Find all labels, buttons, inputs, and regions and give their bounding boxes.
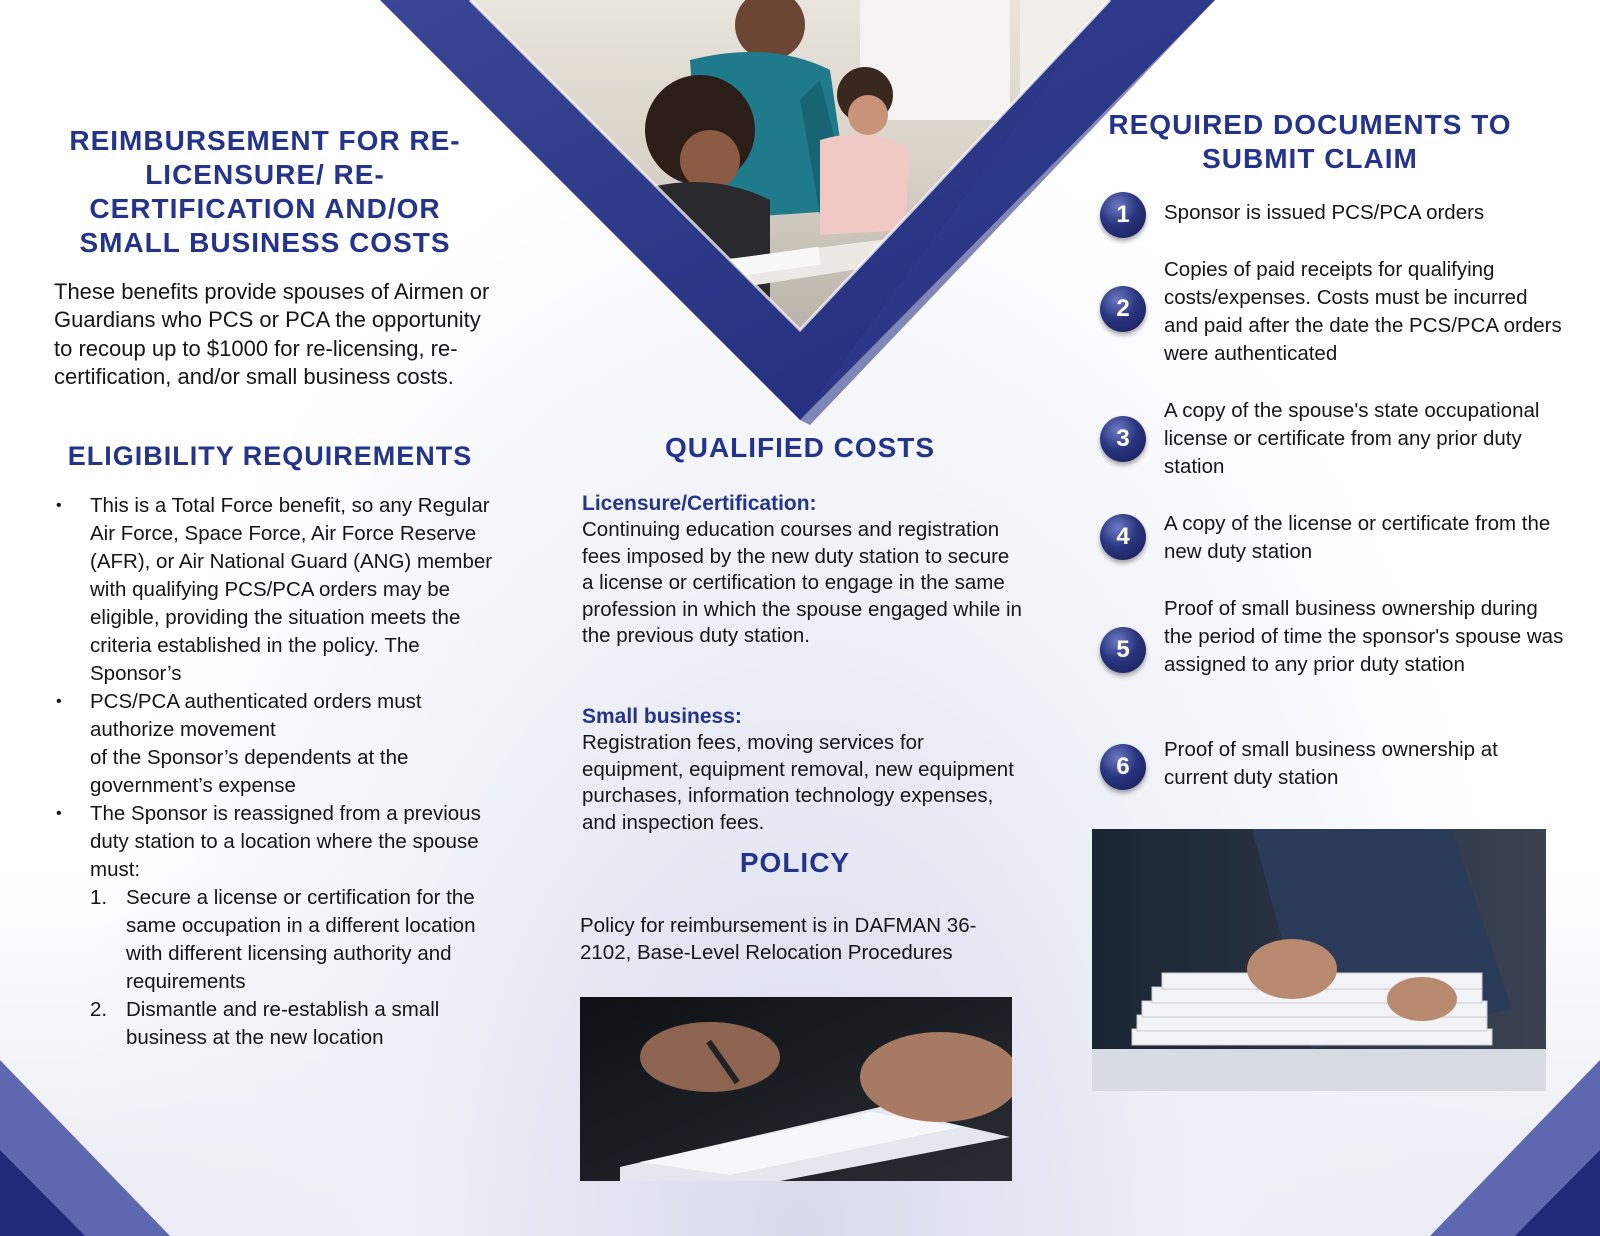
paper-stack-photo bbox=[1092, 829, 1546, 1091]
subitem-number: 2. bbox=[90, 998, 108, 1021]
number-badge: 2 bbox=[1100, 286, 1146, 332]
bottom-left-corner bbox=[0, 1060, 170, 1236]
eligibility-item bbox=[56, 688, 496, 800]
document-item-3 bbox=[1100, 397, 1560, 487]
number-badge: 5 bbox=[1100, 627, 1146, 673]
eligibility-item bbox=[56, 800, 496, 1052]
document-text: Sponsor is issued PCS/PCA orders bbox=[1164, 201, 1485, 224]
eligibility-item-text: of the Sponsor’s dependents at the government’s expense bbox=[90, 746, 409, 797]
document-text: Proof of small business ownership at current duty station bbox=[1164, 738, 1498, 789]
document-text: A copy of the license or certificate from the new duty station bbox=[1164, 512, 1551, 563]
eligibility-item bbox=[56, 492, 496, 688]
document-text: Proof of small business ownership during the period of time the sponsor's spouse was assigned to any prior duty station bbox=[1164, 597, 1564, 676]
document-item-4 bbox=[1100, 510, 1560, 570]
number-badge: 3 bbox=[1100, 416, 1146, 462]
eligibility-list bbox=[56, 492, 496, 1052]
required-documents-title: REQUIRED DOCUMENTS TO SUBMIT CLAIM bbox=[1108, 109, 1512, 174]
policy-title: POLICY bbox=[739, 847, 851, 878]
eligibility-item-text: The Sponsor is reassigned from a previous duty station to a location where the spouse must: bbox=[90, 802, 481, 881]
document-text: A copy of the spouse's state occupational license or certificate from any prior duty station bbox=[1164, 399, 1540, 478]
small-business-heading: Small business: bbox=[582, 705, 742, 728]
document-text: Copies of paid receipts for qualifying costs/expenses. Costs must be incurred and paid after the date the PCS/PCA orders were authenticated bbox=[1164, 258, 1562, 365]
number-badge: 4 bbox=[1100, 514, 1146, 560]
eligibility-item-text: PCS/PCA authenticated orders must authorize movement bbox=[90, 690, 422, 741]
policy-text: Policy for reimbursement is in DAFMAN 36-2102, Base-Level Relocation Procedures bbox=[580, 914, 977, 964]
intro-paragraph: These benefits provide spouses of Airmen or Guardians who PCS or PCA the opportunity to recoup up to $1000 for re-licensing, re-certification, and/or small business costs. bbox=[54, 279, 490, 389]
qualified-costs-title: QUALIFIED COSTS bbox=[664, 432, 936, 463]
document-item-6 bbox=[1100, 736, 1560, 796]
licensure-text: Continuing education courses and registration fees imposed by the new duty station to secure a license or certification to engage in the same profession in which the spouse engaged while in the previous duty station. bbox=[582, 518, 1022, 647]
reimbursement-title: REIMBURSEMENT FOR RE-LICENSURE/ RE-CERTIFICATION AND/OR SMALL BUSINESS COSTS bbox=[69, 125, 461, 258]
subitem-number: 1. bbox=[90, 886, 108, 909]
eligibility-item-text: This is a Total Force benefit, so any Regular Air Force, Space Force, Air Force Reserve (AFR), or Air National Guard (ANG) member with qualifying PCS/PCA orders may be eligible, providing the situation meets the criteria established in the policy. The Sponsor’s bbox=[90, 494, 493, 685]
small-business-text: Registration fees, moving services for equipment, equipment removal, new equipment purchases, information technology expenses, and inspection fees. bbox=[582, 731, 1014, 834]
eligibility-subitem bbox=[90, 996, 496, 1052]
subitem-text: Secure a license or certification for the same occupation in a different location with different licensing authority and requirements bbox=[126, 886, 476, 993]
eligibility-sublist bbox=[90, 884, 496, 1052]
document-item-2 bbox=[1100, 256, 1560, 371]
licensure-heading: Licensure/Certification: bbox=[582, 492, 817, 515]
eligibility-subitem bbox=[90, 884, 496, 996]
number-badge: 6 bbox=[1100, 744, 1146, 790]
document-item-5 bbox=[1100, 595, 1564, 710]
signing-document-photo bbox=[580, 997, 1012, 1181]
eligibility-title: ELIGIBILITY REQUIREMENTS bbox=[67, 441, 473, 471]
document-item-1 bbox=[1100, 192, 1560, 242]
number-badge: 1 bbox=[1100, 192, 1146, 238]
subitem-text: Dismantle and re-establish a small business at the new location bbox=[126, 998, 440, 1049]
